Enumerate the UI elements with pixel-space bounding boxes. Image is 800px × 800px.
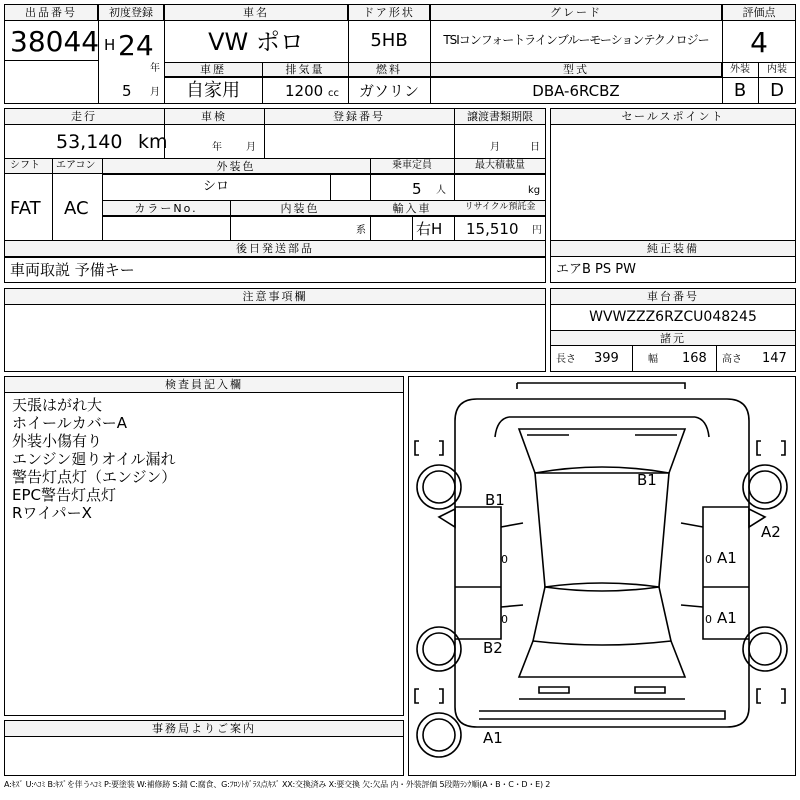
notes-label: 注意事項欄 (242, 290, 308, 303)
inspector-line-3: 外装小傷有り (12, 432, 103, 450)
capacity: 5 (412, 180, 422, 198)
fuel-label: 燃料 (376, 63, 402, 76)
transfer-day-unit: 日 (530, 142, 540, 153)
int-grade: D (770, 80, 784, 101)
genuine-equip: エアB PS PW (556, 262, 636, 277)
sales-point-label: セールスポイント (621, 110, 725, 123)
import-label: 輸入車 (392, 202, 432, 215)
mark-b1-roof: B1 (637, 471, 657, 489)
capacity-unit: 人 (436, 185, 446, 196)
later-parts: 車両取説 予備キー (10, 261, 135, 279)
int-label: 内装 (767, 64, 787, 75)
ac-label: エアコン (56, 160, 96, 171)
ac: AC (64, 198, 89, 219)
inspector-line-4: エンジン廻りオイル漏れ (12, 450, 176, 468)
grade-label: グレード (550, 6, 602, 19)
inspector-line-7: RワイパーX (12, 504, 92, 522)
model-label: 型式 (563, 63, 589, 76)
door-type: 5HB (370, 30, 408, 51)
inspector-line-5: 警告灯点灯（エンジン） (12, 468, 177, 486)
max-load-label: 最大積載量 (475, 160, 525, 171)
inspector-line-2: ホイールカバーA (12, 414, 127, 432)
import-side: 右H (416, 220, 443, 238)
recycle-label: リサイクル預託金 (464, 202, 536, 212)
exterior-color: シロ (202, 179, 229, 194)
dims-label: 諸元 (660, 332, 686, 345)
registration-label: 登録番号 (333, 110, 385, 123)
zero-marker: 0 (705, 553, 712, 566)
first-reg-label: 初度登録 (109, 6, 153, 19)
reg-year: 24 (118, 29, 154, 62)
score-label: 評価点 (742, 6, 776, 19)
mileage-label: 走行 (71, 110, 97, 123)
mark-a1-right-rear-door: A1 (717, 609, 737, 627)
length-label: 長さ (556, 354, 576, 365)
inspection-month-unit: 月 (246, 142, 256, 153)
lot-label: 出品番号 (25, 6, 77, 19)
mark-a1-right-front-door: A1 (717, 549, 737, 567)
history: 自家用 (186, 80, 240, 101)
displacement-unit: cc (328, 88, 339, 99)
car-name: VW ポロ (208, 28, 304, 56)
interior-color-label: 内装色 (280, 202, 320, 215)
color-no-label: カラーNo. (134, 202, 198, 215)
recycle-fee: 15,510 (466, 220, 519, 238)
transfer-month-unit: 月 (490, 142, 500, 153)
month-unit: 月 (150, 87, 160, 98)
inspector-label: 検査員記入欄 (165, 378, 243, 391)
recycle-unit: 円 (532, 225, 542, 236)
height-label: 高さ (722, 354, 742, 365)
ext-grade: B (733, 80, 747, 101)
fuel: ガソリン (358, 82, 419, 100)
interior-color-unit: 系 (356, 225, 366, 236)
shift-label: シフト (10, 160, 40, 171)
mileage: 53,140 (56, 131, 123, 153)
mark-a2-right-mirror: A2 (761, 523, 781, 541)
zero-marker: 0 (501, 613, 508, 626)
reg-month: 5 (122, 82, 132, 100)
model-code: DBA-6RCBZ (532, 82, 620, 100)
ext-label: 外装 (730, 64, 750, 75)
zero-marker: 0 (501, 553, 508, 566)
mark-a1-left-rear-wheel: A1 (483, 729, 503, 747)
width: 168 (682, 351, 707, 366)
chassis-label: 車台番号 (647, 290, 699, 303)
mark-b2-left-rear: B2 (483, 639, 503, 657)
genuine-equip-label: 純正装備 (647, 242, 699, 255)
color-label: 外装色 (216, 160, 256, 173)
office-label: 事務局よりご案内 (152, 722, 256, 735)
displacement: 1200 (285, 82, 324, 100)
score: 4 (750, 26, 768, 59)
inspection-label: 車検 (201, 110, 227, 123)
legend-footer: A:ｷｽﾞ U:ﾍｺﾐ B:ｷｽﾞを伴うﾍｺﾐ P:要塗装 W:補修跡 S:錆 C:腐食、G:ﾌﾛﾝﾄｶﾞﾗｽ点ｷｽﾞ XX:交換済み X:要交換 欠:欠品 内・外装評価 5段階ﾗﾝｸ順(A・B・C・D・E) 2 (4, 780, 551, 789)
chassis-number: WVWZZZ6RZCU048245 (589, 309, 757, 325)
grade: TSIコンフォートラインブルーモーションテクノロジー (443, 33, 709, 47)
transfer-label: 譲渡書類期限 (467, 110, 533, 123)
inspection-year-unit: 年 (212, 142, 222, 153)
history-label: 車歴 (200, 63, 226, 76)
width-label: 幅 (648, 354, 658, 365)
height: 147 (762, 351, 787, 366)
damage-diagram (408, 376, 796, 776)
mileage-unit: km (138, 131, 168, 153)
inspector-line-1: 天張はがれ大 (12, 396, 103, 414)
later-parts-label: 後日発送部品 (236, 242, 314, 255)
zero-marker: 0 (705, 613, 712, 626)
mark-b1-left-front: B1 (485, 491, 505, 509)
year-unit: 年 (150, 63, 160, 74)
lot-number: 38044 (10, 25, 100, 58)
door-label: ドア形状 (363, 6, 415, 19)
length: 399 (594, 351, 619, 366)
max-load-unit: kg (528, 185, 541, 196)
capacity-label: 乗車定員 (392, 160, 432, 171)
car-name-label: 車名 (243, 6, 269, 19)
car-outline (409, 377, 795, 775)
era: H (104, 36, 116, 54)
displacement-label: 排気量 (285, 63, 325, 76)
shift: FAT (10, 198, 41, 219)
inspector-line-6: EPC警告灯点灯 (12, 486, 116, 504)
